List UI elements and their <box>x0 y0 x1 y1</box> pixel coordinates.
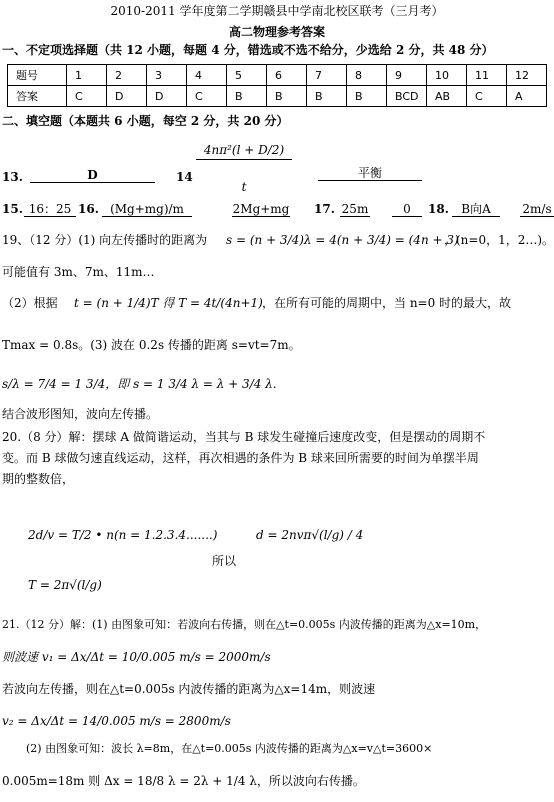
q13-label: 13. <box>2 170 23 184</box>
table-header-cell: 答案 <box>8 86 67 107</box>
table-cell: B <box>347 86 387 107</box>
q19-line1-suffix: ，(n=0，1，2…)。 <box>444 233 554 247</box>
q19-line3-suffix: ，在所有可能的周期中，当 n=0 时的最大，故 <box>262 296 512 310</box>
q15-answer: 16：25 <box>24 202 76 217</box>
q14-formula-denominator: t <box>241 180 247 194</box>
table-cell: B <box>307 86 347 107</box>
q14-label: 14 <box>176 170 193 184</box>
q17-answer2: 0 <box>392 202 422 217</box>
q14-answer2: 平衡 <box>318 166 422 181</box>
table-row-numbers <box>8 65 547 86</box>
q19-line5: s/λ = 7/4 = 1 3/4，即 s = 1 3/4 λ = λ + 3/4 λ. <box>2 377 277 391</box>
q21-line3: 若波向左传播，则在△t=0.005s 内波传播的距离为△x=14m，则波速 <box>2 682 376 696</box>
table-cell: BCD <box>387 86 427 107</box>
q21-line2: 则波速 v₁ = Δx/Δt = 10/0.005 m/s = 2000m/s <box>2 650 271 664</box>
table-cell: 2 <box>107 65 147 86</box>
q19-line3-formula: t = (n + 1/4)T 得 T = 4t/(4n+1) <box>74 296 263 310</box>
q20-formula2: d = 2nvπ√(l/g) / 4 <box>256 528 364 542</box>
q13-answer: D <box>30 168 155 183</box>
table-cell: D <box>147 86 187 107</box>
table-cell: A <box>507 86 547 107</box>
q16-answer1: (Mg+mg)/m <box>102 202 192 217</box>
table-cell: AB <box>427 86 467 107</box>
table-cell: B <box>227 86 267 107</box>
table-cell: C <box>187 86 227 107</box>
section2-heading: 二、填空题（本题共 6 小题，每空 2 分，共 20 分） <box>2 114 289 128</box>
q18-answer2: 2m/s <box>520 202 554 217</box>
q20-line1: 20.（8 分）解：摆球 A 做简谐运动，当其与 B 球发生碰撞后速度改变，但是摆动的周期不 <box>2 430 486 444</box>
q15-label: 15. <box>2 202 23 216</box>
table-cell: C <box>467 86 507 107</box>
q18-answer1: B向A <box>452 202 500 217</box>
document-subtitle: 高二物理参考答案 <box>228 25 325 39</box>
table-row-answers <box>8 86 547 107</box>
table-cell: 4 <box>187 65 227 86</box>
table-header-cell: 题号 <box>8 65 67 86</box>
table-cell: 5 <box>227 65 267 86</box>
q19-line1-formula: s = (n + 3/4)λ = 4(n + 3/4) = (4n + 3) <box>226 233 459 247</box>
q17-label: 17. <box>314 202 335 216</box>
table-cell: 11 <box>467 65 507 86</box>
table-cell: C <box>67 86 107 107</box>
table-cell: 1 <box>67 65 107 86</box>
table-cell: 12 <box>507 65 547 86</box>
q17-answer1: 25m <box>341 202 369 216</box>
answer-table <box>7 64 547 107</box>
q20-line2: 变。而 B 球做匀速直线运动，这样，再次相遇的条件为 B 球来回所需要的时间为单摆半周 <box>2 451 479 465</box>
table-cell: 6 <box>267 65 307 86</box>
q20-formula3: T = 2π√(l/g) <box>28 578 102 592</box>
table-cell: D <box>107 86 147 107</box>
q21-line6: 0.005m=18m 则 Δx = 18/8 λ = 2λ + 1/4 λ，所以波向右传播。 <box>2 774 365 788</box>
q21-line1: 21.（12 分）解：(1) 由图象可知：若波向右传播，则在△t=0.005s 内波传播的距离为△x=10m， <box>2 618 487 631</box>
q20-line3: 期的整数倍， <box>2 472 75 486</box>
q21-line4: v₂ = Δx/Δt = 14/0.005 m/s = 2800m/s <box>2 714 231 728</box>
table-cell: 9 <box>387 65 427 86</box>
q19-line6: 结合波形图知，波向左传播。 <box>2 407 159 421</box>
q19-line4: Tmax = 0.8s。(3) 波在 0.2s 传播的距离 s=vt=7m。 <box>2 338 301 352</box>
q20-so-label: 所以 <box>212 554 237 568</box>
document-title: 2010-2011 学年度第二学期赣县中学南北校区联考（三月考） <box>110 4 444 18</box>
q20-formula1: 2d/v = T/2 • n(n = 1.2.3.4.......) <box>28 528 218 542</box>
table-cell: 7 <box>307 65 347 86</box>
q16-answer2: 2Mg+mg <box>232 202 290 216</box>
q14-formula-numerator: 4nπ²(l + D/2) <box>196 143 292 160</box>
table-cell: 8 <box>347 65 387 86</box>
table-cell: B <box>267 86 307 107</box>
q19-line1-prefix: 19、（12 分）(1) 向左传播时的距离为 <box>2 233 208 247</box>
q18-label: 18. <box>428 202 449 216</box>
q16-label: 16. <box>78 202 99 216</box>
table-cell: 3 <box>147 65 187 86</box>
section1-heading: 一、不定项选择题（共 12 小题，每题 4 分，错选或不选不给分，少选给 2 分，共 48 分） <box>2 43 494 57</box>
q19-line3-prefix: （2）根据 <box>2 296 58 310</box>
q19-line2: 可能值有 3m、7m、11m… <box>2 265 155 279</box>
table-cell: 10 <box>427 65 467 86</box>
q21-line5: (2) 由图象可知：波长 λ=8m，在△t=0.005s 内波传播的距离为△x=v△t=3600× <box>26 742 433 755</box>
